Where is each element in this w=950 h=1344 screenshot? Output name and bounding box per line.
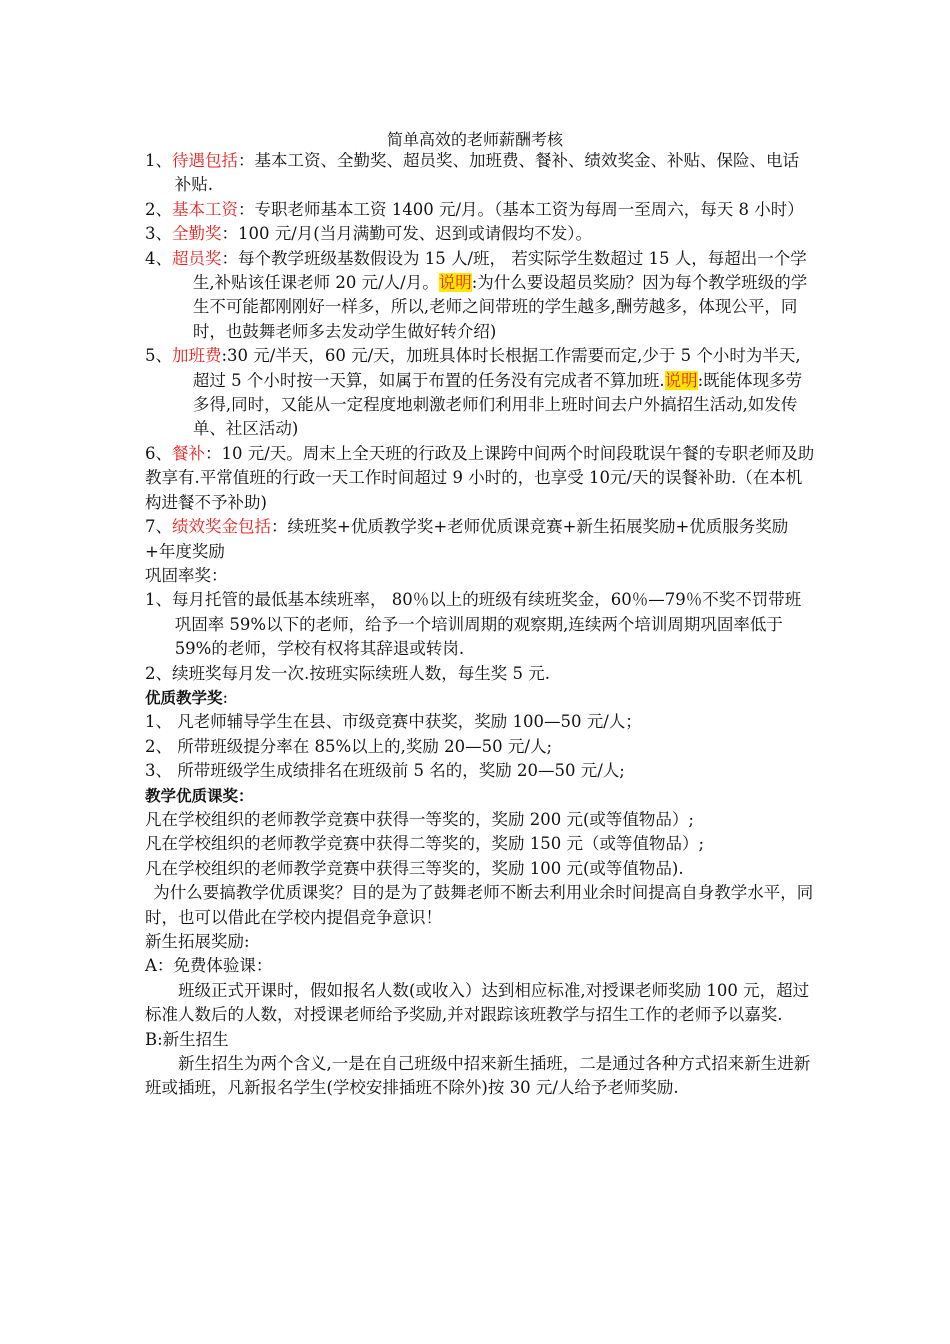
free-trial-heading: A：免费体验课： — [145, 956, 273, 976]
quality-class-line: 凡在学校组织的老师教学竞赛中获得一等奖的，奖励 200 元(或等值物品）; — [145, 809, 694, 829]
new-students-heading: 新生拓展奖励: — [145, 932, 250, 951]
item-number: 7、 — [145, 517, 172, 537]
item-text: ：专职老师基本工资 1400 元/月。（基本工资为每周一至周六，每天 8 小时） — [238, 199, 804, 219]
quality-teaching-item — [145, 759, 815, 783]
quality-teaching-item — [145, 710, 815, 734]
item-performance-bonus — [145, 515, 815, 564]
retention-item — [145, 588, 815, 661]
item-text: :30 元/半天，60 元/天，加班具体时长根据工作需要而定,少于 5 个小时为半天,超过 5 个小时按一天算，如属于布置的任务没有完成者不算加班. — [192, 346, 801, 390]
item-text: ：基本工资、全勤奖、超员奖、加班费、餐补、绩效奖金、补贴、保险、电话补贴. — [174, 151, 799, 195]
quality-class-note: 为什么要搞教学优质课奖？目的是为了鼓舞老师不断去利用业余时间提高自身教学水平，同时，也可以借此在学校内提倡竞争意识！ — [145, 883, 814, 927]
item-text: ：100 元/月(当月满勤可发、迟到或请假均不发）。 — [221, 224, 592, 244]
item-base-salary — [145, 198, 815, 222]
item-number: 5、 — [145, 346, 172, 366]
item-text: 所带班级学生成绩排名在班级前 5 名的，奖励 20—50 元/人; — [172, 761, 625, 781]
item-number: 2、 — [145, 199, 172, 219]
retention-item — [145, 662, 815, 686]
new-enrollment-heading: B:新生招生 — [145, 1029, 229, 1049]
item-label: 待遇包括 — [172, 151, 238, 170]
item-number: 2、 — [145, 736, 172, 756]
note-text: :为什么要设超员奖励？因为每个教学班级的学生不可能都刚刚好一样多，所以,老师之间带班的学生越多,酬劳越多，体现公平，同时，也鼓舞老师多去发动学生做好转介绍) — [192, 273, 808, 341]
quality-class-line: 凡在学校组织的老师教学竞赛中获得二等奖的，奖励 150 元（或等值物品）; — [145, 834, 705, 854]
retention-heading: 巩固率奖： — [145, 565, 228, 585]
document-title: 简单高效的老师薪酬考核 — [386, 130, 563, 149]
item-text: 每月托管的最低基本续班率， 80％以上的班级有续班奖金，60％—79％不奖不罚带班巩固率 59%以下的老师，给予一个培训周期的观察期,连续两个培训周期巩固率低于 59%的老师，学校有权将其辞退或转岗. — [172, 590, 802, 659]
item-label: 全勤奖 — [172, 224, 222, 244]
item-number: 3、 — [145, 761, 172, 781]
note-text: :既能体现多劳多得,同时，又能从一定程度地刺激老师们利用非上班时间去户外搞招生活动,如发传单、社区活动) — [192, 370, 803, 439]
item-number: 1、 — [145, 712, 172, 732]
item-text: ：每个教学班级基数假设为 15 人/班， 若实际学生数超过 15 人，每超出一个学生,补贴该任课老师 20 元/人/月。 — [192, 248, 807, 293]
item-text: ：续班奖+优质教学奖+老师优质课竞赛+新生拓展奖励+优质服务奖励+年度奖励 — [145, 517, 789, 561]
item-label: 餐补 — [172, 443, 205, 463]
heading-suffix: : — [222, 687, 229, 707]
quality-teaching-heading — [145, 686, 815, 710]
item-text: ：10 元/天。周末上全天班的行政及上课跨中间两个时间段耽误午餐的专职老师及助教享有.平常值班的行政一天工作时间超过 9 小时的，也享受 10元/天的误餐补助.（在本机构进餐不予补助) — [145, 443, 815, 512]
item-label: 基本工资 — [172, 199, 238, 219]
item-number: 1、 — [145, 590, 172, 610]
item-number: 3、 — [145, 224, 172, 244]
item-benefits — [145, 149, 815, 198]
item-number: 6、 — [145, 443, 172, 463]
note-label: 说明 — [664, 370, 698, 390]
item-number: 2、 — [145, 663, 172, 683]
quality-class-line: 凡在学校组织的老师教学竞赛中获得三等奖的，奖励 100 元(或等值物品). — [145, 858, 684, 878]
item-excess-student-bonus — [145, 247, 815, 345]
item-text: 续班奖每月发一次.按班实际续班人数，每生奖 5 元. — [172, 663, 550, 683]
item-text: 所带班级提分率在 85%以上的,奖励 20—50 元/人; — [172, 736, 553, 756]
quality-teaching-item — [145, 735, 815, 759]
item-label: 超员奖 — [172, 248, 222, 268]
item-label: 绩效奖金包括 — [172, 517, 271, 537]
item-attendance-bonus — [145, 222, 815, 246]
item-text: 凡老师辅导学生在县、市级竞赛中获奖，奖励 100—50 元/人； — [172, 712, 642, 732]
document-body — [145, 149, 815, 1101]
item-label: 加班费 — [172, 346, 222, 366]
new-enrollment-text: 新生招生为两个含义,一是在自己班级中招来新生插班，二是通过各种方式招来新生进新班或插班，凡新报名学生(学校安排插班不除外)按 30 元/人给予老师奖励. — [145, 1054, 811, 1098]
free-trial-text: 班级正式开课时，假如报名人数(或收入）达到相应标准,对授课老师奖励 100 元，超过标准人数后的人数，对授课老师给予奖励,并对跟踪该班教学与招生工作的老师予以嘉奖. — [145, 980, 810, 1025]
item-number: 4、 — [145, 248, 172, 268]
heading-text: 优质教学奖 — [145, 688, 223, 707]
item-meal-allowance — [145, 442, 815, 515]
note-label: 说明 — [438, 273, 472, 293]
item-number: 1、 — [145, 151, 172, 170]
item-overtime-pay — [145, 344, 815, 442]
quality-class-heading: 教学优质课奖： — [145, 786, 254, 805]
